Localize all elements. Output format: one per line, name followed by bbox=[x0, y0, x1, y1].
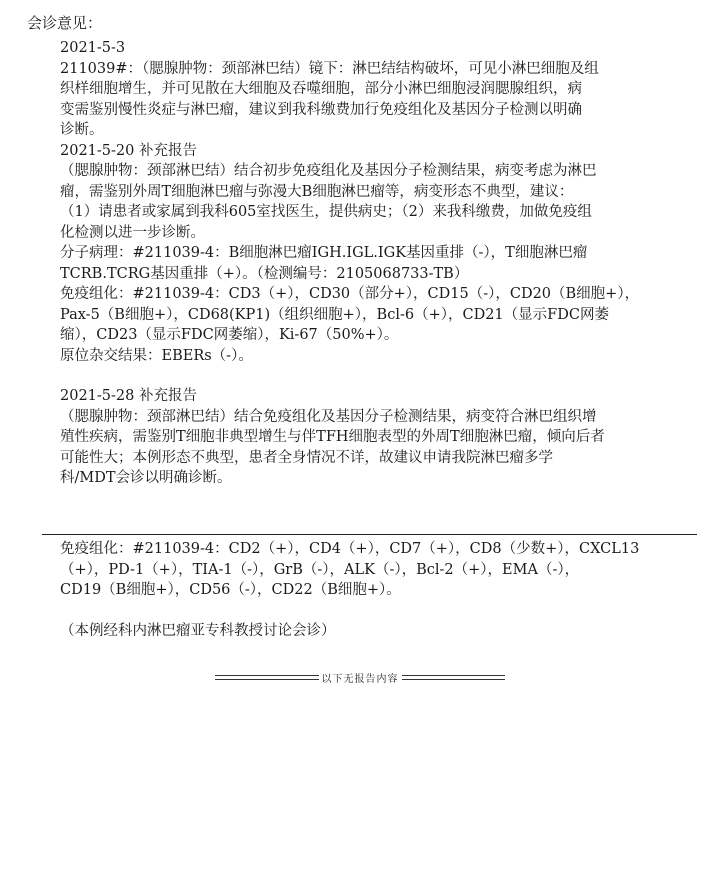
text-line: （腮腺肿物：颈部淋巴结）结合免疫组化及基因分子检测结果，病变符合淋巴组织增 bbox=[60, 408, 597, 425]
consultation-heading: 会诊意见： bbox=[27, 14, 103, 32]
double-rule-left bbox=[215, 675, 319, 680]
text-line: 科/MDT会诊以明确诊断。 bbox=[60, 470, 232, 486]
text-line: 211039#：（腮腺肿物：颈部淋巴结）镜下：淋巴结结构破坏，可见小淋巴细胞及组 bbox=[60, 60, 599, 77]
report-date-2: 2021-5-20 补充报告 bbox=[60, 142, 197, 159]
in-situ-hybridization-line: 原位杂交结果：EBERs（-）。 bbox=[60, 347, 253, 364]
text-line: 瘤，需鉴别外周T细胞淋巴瘤与弥漫大B细胞淋巴瘤等，病变形态不典型，建议： bbox=[60, 183, 574, 200]
end-of-report-mark bbox=[215, 670, 505, 684]
text-line: 可能性大；本例形态不典型，患者全身情况不详，故建议申请我院淋巴瘤多学 bbox=[60, 449, 553, 466]
text-line: 缩），CD23（显示FDC网萎缩），Ki-67（50%+）。 bbox=[60, 327, 399, 343]
immunohistochemistry-line: 免疫组化：#211039-4：CD2（+），CD4（+），CD7（+），CD8（少数+），CXCL13 bbox=[60, 541, 640, 557]
molecular-pathology-line: 分子病理：#211039-4：B细胞淋巴瘤IGH.IGL.IGK基因重排（-），T细胞淋巴瘤 bbox=[60, 245, 588, 261]
text-line: Pax-5（B细胞+），CD68(KP1)（组织细胞+），Bcl-6（+），CD21（显示FDC网萎 bbox=[60, 306, 609, 323]
immunohistochemistry-supplement bbox=[60, 539, 688, 641]
text-line: 变需鉴别慢性炎症与淋巴瘤，建议到我科缴费加行免疫组化及基因分子检测以明确 bbox=[60, 101, 582, 118]
text-line: TCRB.TCRG基因重排（+）。（检测编号：2105068733-TB） bbox=[60, 265, 469, 282]
blank-line bbox=[60, 601, 688, 621]
text-line: 殖性疾病，需鉴别T细胞非典型增生与伴TFH细胞表型的外周T细胞淋巴瘤，倾向后者 bbox=[60, 429, 605, 445]
double-rule-right bbox=[402, 675, 506, 680]
section-divider bbox=[42, 534, 697, 535]
text-line: CD19（B细胞+），CD56（-），CD22（B细胞+）。 bbox=[60, 582, 401, 598]
blank-line bbox=[60, 366, 688, 386]
text-line: 织样细胞增生，并可见散在大细胞及吞噬细胞，部分小淋巴细胞浸润腮腺组织，病 bbox=[60, 81, 582, 97]
report-date-3: 2021-5-28 补充报告 bbox=[60, 388, 197, 404]
immunohistochemistry-line: 免疫组化：#211039-4：CD3（+），CD30（部分+），CD15（-），CD20（B细胞+）， bbox=[60, 286, 640, 302]
text-line: （+），PD-1（+），TIA-1（-），GrB（-），ALK（-），Bcl-2（+），EMA（-）， bbox=[60, 561, 580, 578]
consultation-note: （本例经科内淋巴瘤亚专科教授讨论会诊） bbox=[60, 622, 336, 639]
text-line: 化检测以进一步诊断。 bbox=[60, 224, 205, 241]
text-line: （1）请患者或家属到我科605室找医生，提供病史；（2）来我科缴费，加做免疫组 bbox=[60, 204, 592, 220]
report-date-1: 2021-5-3 bbox=[60, 40, 126, 56]
end-of-report-text: 以下无报告内容 bbox=[321, 673, 399, 685]
text-line: 诊断。 bbox=[60, 122, 104, 138]
text-line: （腮腺肿物：颈部淋巴结）结合初步免疫组化及基因分子检测结果，病变考虑为淋巴 bbox=[60, 163, 597, 179]
consultation-body bbox=[60, 38, 688, 489]
